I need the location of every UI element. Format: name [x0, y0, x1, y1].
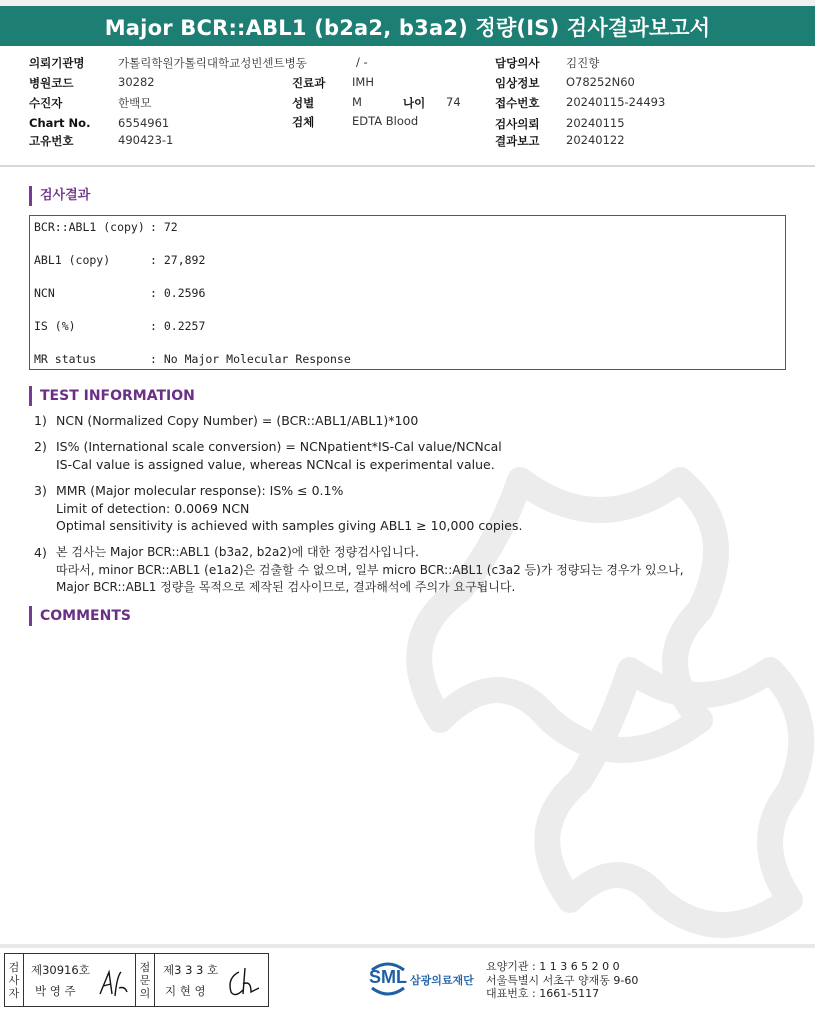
- chart-label: Chart No.: [29, 116, 91, 130]
- request-value: 20240115: [566, 116, 625, 130]
- info-line: Major BCR::ABL1 정량을 목적으로 제작된 검사이므로, 결과해석에 주의가 요구됩니다.: [56, 580, 516, 594]
- dept-label: 진료과: [292, 76, 326, 90]
- collector-label: 수진자: [29, 96, 63, 110]
- info-line: MMR (Major molecular response): IS% ≤ 0.1%: [56, 483, 344, 498]
- result-row: [34, 220, 178, 234]
- ward-value: / -: [356, 55, 368, 69]
- info-line: Limit of detection: 0.0069 NCN: [56, 500, 250, 516]
- report-date-value: 20240122: [566, 133, 625, 147]
- institution-value: 가톨릭학원가톨릭대학교성빈센트병동: [118, 56, 307, 70]
- receipt-value: 20240115-24493: [566, 95, 666, 109]
- info-line: NCN (Normalized Copy Number) = (BCR::ABL1/ABL1)*100: [56, 413, 419, 428]
- result-value: : 0.2596: [150, 286, 206, 300]
- sex-label: 성별: [292, 96, 315, 110]
- result-label: IS (%): [34, 319, 76, 333]
- info-number: 1): [34, 413, 47, 428]
- unique-value: 490423-1: [118, 133, 174, 147]
- comments-heading: COMMENTS: [29, 606, 131, 626]
- sml-logo: [366, 956, 482, 1002]
- result-label: BCR::ABL1 (copy): [34, 220, 145, 234]
- result-value: : 0.2257: [150, 319, 206, 333]
- checker-label: 점 문 의: [135, 954, 155, 1006]
- clinical-label: 임상정보: [495, 76, 540, 90]
- info-line: IS% (International scale conversion) = NCNpatient*IS-Cal value/NCNcal: [56, 439, 502, 454]
- info-number: 4): [34, 545, 47, 560]
- results-box: [29, 215, 786, 370]
- result-row: [34, 319, 205, 333]
- dept-value: IMH: [352, 75, 374, 89]
- info-line: 본 검사는 Major BCR::ABL1 (b3a2, b2a2)에 대한 정량검사입니다.: [56, 545, 419, 559]
- age-label: 나이: [403, 96, 426, 110]
- info-number: 3): [34, 483, 47, 498]
- result-value: : 72: [150, 220, 178, 234]
- result-label: ABL1 (copy): [34, 253, 111, 267]
- doctor-label: 담당의사: [495, 56, 540, 70]
- org-info: [486, 960, 638, 1001]
- checker-signature: [223, 964, 263, 1000]
- clinical-value: O78252N60: [566, 75, 635, 89]
- report-header: [0, 55, 815, 155]
- org-phone: 대표번호 : 1661-5117: [486, 987, 600, 1000]
- tester-number: 제30916호: [31, 963, 90, 977]
- signature-box: [4, 953, 269, 1007]
- hospital-code-value: 30282: [118, 75, 155, 89]
- info-line: IS-Cal value is assigned value, whereas NCNcal is experimental value.: [56, 456, 495, 472]
- result-row: [34, 286, 205, 300]
- result-label: MR status: [34, 352, 97, 366]
- collector-value: 한백모: [118, 96, 152, 110]
- logo-text: SML: [369, 967, 407, 987]
- test-info-heading: TEST INFORMATION: [29, 386, 195, 406]
- checker-name: 지 현 영: [165, 984, 206, 998]
- report-title: Major BCR::ABL1 (b2a2, b3a2) 정량(IS) 검사결과보고서: [0, 6, 815, 46]
- result-row: [34, 352, 351, 366]
- chart-value: 6554961: [118, 116, 170, 130]
- result-value: : 27,892: [150, 253, 206, 267]
- info-line: Optimal sensitivity is achieved with samples giving ABL1 ≥ 10,000 copies.: [56, 518, 523, 533]
- org-address: 서울특별시 서초구 양재동 9-60: [486, 973, 639, 987]
- tester-label: 검 사 자: [5, 954, 24, 1006]
- result-value: : No Major Molecular Response: [150, 352, 351, 366]
- request-label: 검사의뢰: [495, 117, 540, 131]
- logo-org-name: 삼광의료재단: [410, 974, 474, 987]
- report-date-label: 결과보고: [495, 134, 540, 148]
- specimen-value: EDTA Blood: [352, 114, 419, 128]
- age-value: 74: [446, 95, 461, 109]
- institution-label: 의뢰기관명: [29, 56, 85, 70]
- specimen-label: 검체: [292, 115, 315, 129]
- info-number: 2): [34, 439, 47, 454]
- checker-number: 제3 3 3 호: [163, 963, 219, 977]
- results-heading: 검사결과: [29, 186, 90, 206]
- hospital-code-label: 병원코드: [29, 76, 74, 90]
- footer-divider: [0, 944, 815, 948]
- unique-label: 고유번호: [29, 134, 74, 148]
- header-divider: [0, 165, 815, 167]
- org-code: 요양기관 : 1 1 3 6 5 2 0 0: [486, 960, 620, 973]
- tester-signature: [97, 966, 129, 1000]
- info-line: 따라서, minor BCR::ABL1 (e1a2)은 검출할 수 없으며, 일부 micro BCR::ABL1 (c3a2 등)가 정량되는 경우가 있으나,: [56, 562, 684, 577]
- tester-name: 박 영 주: [35, 984, 76, 998]
- result-label: NCN: [34, 286, 55, 300]
- receipt-label: 접수번호: [495, 96, 540, 110]
- doctor-value: 김진향: [566, 56, 600, 70]
- sex-value: M: [352, 95, 362, 109]
- result-row: [34, 253, 205, 267]
